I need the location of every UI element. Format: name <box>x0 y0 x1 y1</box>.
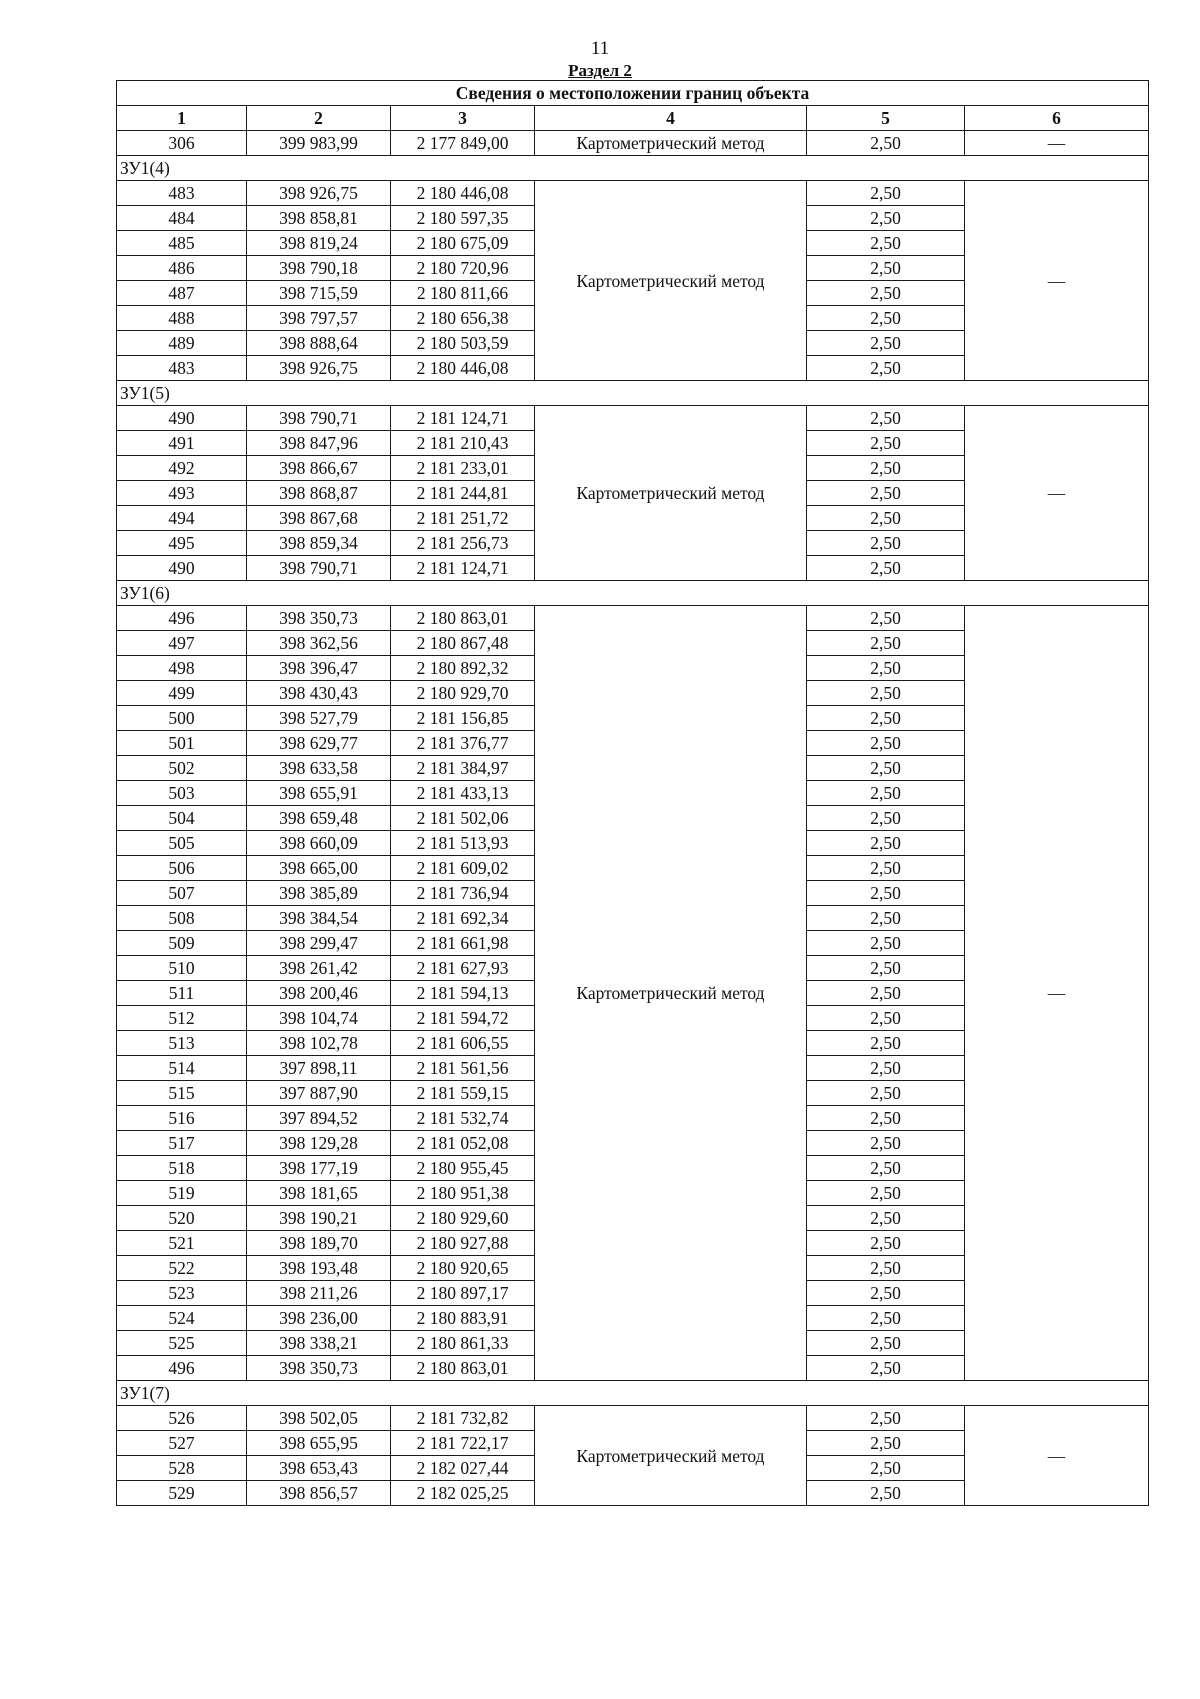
x-coordinate-cell: 398 653,43 <box>247 1456 391 1481</box>
x-coordinate-cell: 398 527,79 <box>247 706 391 731</box>
y-coordinate-cell: 2 180 656,38 <box>391 306 535 331</box>
accuracy-cell: 2,50 <box>807 1181 965 1206</box>
x-coordinate-cell: 398 350,73 <box>247 606 391 631</box>
x-coordinate-cell: 398 193,48 <box>247 1256 391 1281</box>
section-title: Раздел 2 <box>568 61 632 80</box>
y-coordinate-cell: 2 181 732,82 <box>391 1406 535 1431</box>
accuracy-cell: 2,50 <box>807 1281 965 1306</box>
x-coordinate-cell: 398 502,05 <box>247 1406 391 1431</box>
accuracy-cell: 2,50 <box>807 131 965 156</box>
x-coordinate-cell: 398 888,64 <box>247 331 391 356</box>
x-coordinate-cell: 398 299,47 <box>247 931 391 956</box>
y-coordinate-cell: 2 181 736,94 <box>391 881 535 906</box>
x-coordinate-cell: 398 856,57 <box>247 1481 391 1506</box>
point-number-cell: 513 <box>117 1031 247 1056</box>
column-header: 4 <box>535 106 807 131</box>
accuracy-cell: 2,50 <box>807 356 965 381</box>
x-coordinate-cell: 398 633,58 <box>247 756 391 781</box>
accuracy-cell: 2,50 <box>807 981 965 1006</box>
point-number-cell: 520 <box>117 1206 247 1231</box>
point-number-cell: 489 <box>117 331 247 356</box>
y-coordinate-cell: 2 180 897,17 <box>391 1281 535 1306</box>
y-coordinate-cell: 2 180 446,08 <box>391 356 535 381</box>
accuracy-cell: 2,50 <box>807 831 965 856</box>
accuracy-cell: 2,50 <box>807 931 965 956</box>
x-coordinate-cell: 398 790,71 <box>247 406 391 431</box>
accuracy-cell: 2,50 <box>807 181 965 206</box>
x-coordinate-cell: 398 129,28 <box>247 1131 391 1156</box>
point-number-cell: 505 <box>117 831 247 856</box>
description-cell: — <box>965 131 1149 156</box>
x-coordinate-cell: 397 894,52 <box>247 1106 391 1131</box>
y-coordinate-cell: 2 181 661,98 <box>391 931 535 956</box>
y-coordinate-cell: 2 180 929,60 <box>391 1206 535 1231</box>
accuracy-cell: 2,50 <box>807 881 965 906</box>
accuracy-cell: 2,50 <box>807 1006 965 1031</box>
point-number-cell: 483 <box>117 356 247 381</box>
x-coordinate-cell: 398 350,73 <box>247 1356 391 1381</box>
point-number-cell: 500 <box>117 706 247 731</box>
y-coordinate-cell: 2 180 951,38 <box>391 1181 535 1206</box>
point-number-cell: 510 <box>117 956 247 981</box>
x-coordinate-cell: 398 926,75 <box>247 356 391 381</box>
table-row <box>117 606 1149 631</box>
table-row <box>117 181 1149 206</box>
group-row <box>117 581 1149 606</box>
point-number-cell: 516 <box>117 1106 247 1131</box>
point-number-cell: 497 <box>117 631 247 656</box>
accuracy-cell: 2,50 <box>807 956 965 981</box>
point-number-cell: 306 <box>117 131 247 156</box>
y-coordinate-cell: 2 181 692,34 <box>391 906 535 931</box>
x-coordinate-cell: 398 715,59 <box>247 281 391 306</box>
accuracy-cell: 2,50 <box>807 331 965 356</box>
group-row <box>117 156 1149 181</box>
x-coordinate-cell: 398 655,91 <box>247 781 391 806</box>
point-number-cell: 496 <box>117 606 247 631</box>
point-number-cell: 519 <box>117 1181 247 1206</box>
accuracy-cell: 2,50 <box>807 781 965 806</box>
y-coordinate-cell: 2 181 513,93 <box>391 831 535 856</box>
table-body <box>117 131 1149 1506</box>
y-coordinate-cell: 2 181 124,71 <box>391 556 535 581</box>
x-coordinate-cell: 398 790,71 <box>247 556 391 581</box>
point-number-cell: 501 <box>117 731 247 756</box>
accuracy-cell: 2,50 <box>807 431 965 456</box>
x-coordinate-cell: 398 177,19 <box>247 1156 391 1181</box>
group-label: ЗУ1(5) <box>117 381 1149 406</box>
y-coordinate-cell: 2 181 233,01 <box>391 456 535 481</box>
accuracy-cell: 2,50 <box>807 231 965 256</box>
x-coordinate-cell: 398 819,24 <box>247 231 391 256</box>
accuracy-cell: 2,50 <box>807 1156 965 1181</box>
accuracy-cell: 2,50 <box>807 1231 965 1256</box>
point-number-cell: 508 <box>117 906 247 931</box>
y-coordinate-cell: 2 180 720,96 <box>391 256 535 281</box>
point-number-cell: 502 <box>117 756 247 781</box>
point-number-cell: 517 <box>117 1131 247 1156</box>
y-coordinate-cell: 2 181 156,85 <box>391 706 535 731</box>
accuracy-cell: 2,50 <box>807 606 965 631</box>
accuracy-cell: 2,50 <box>807 681 965 706</box>
accuracy-cell: 2,50 <box>807 1106 965 1131</box>
accuracy-cell: 2,50 <box>807 1306 965 1331</box>
method-cell: Картометрический метод <box>535 1406 807 1506</box>
x-coordinate-cell: 398 102,78 <box>247 1031 391 1056</box>
point-number-cell: 490 <box>117 556 247 581</box>
x-coordinate-cell: 398 629,77 <box>247 731 391 756</box>
point-number-cell: 495 <box>117 531 247 556</box>
point-number-cell: 526 <box>117 1406 247 1431</box>
point-number-cell: 506 <box>117 856 247 881</box>
y-coordinate-cell: 2 180 867,48 <box>391 631 535 656</box>
table-row <box>117 131 1149 156</box>
y-coordinate-cell: 2 182 025,25 <box>391 1481 535 1506</box>
x-coordinate-cell: 398 181,65 <box>247 1181 391 1206</box>
x-coordinate-cell: 398 926,75 <box>247 181 391 206</box>
y-coordinate-cell: 2 181 052,08 <box>391 1131 535 1156</box>
point-number-cell: 499 <box>117 681 247 706</box>
y-coordinate-cell: 2 181 594,72 <box>391 1006 535 1031</box>
column-header: 5 <box>807 106 965 131</box>
y-coordinate-cell: 2 181 559,15 <box>391 1081 535 1106</box>
point-number-cell: 521 <box>117 1231 247 1256</box>
description-cell: — <box>965 606 1149 1381</box>
point-number-cell: 488 <box>117 306 247 331</box>
point-number-cell: 524 <box>117 1306 247 1331</box>
y-coordinate-cell: 2 177 849,00 <box>391 131 535 156</box>
x-coordinate-cell: 398 362,56 <box>247 631 391 656</box>
point-number-cell: 498 <box>117 656 247 681</box>
x-coordinate-cell: 398 847,96 <box>247 431 391 456</box>
point-number-cell: 528 <box>117 1456 247 1481</box>
x-coordinate-cell: 398 660,09 <box>247 831 391 856</box>
x-coordinate-cell: 398 790,18 <box>247 256 391 281</box>
column-header: 3 <box>391 106 535 131</box>
accuracy-cell: 2,50 <box>807 731 965 756</box>
description-cell: — <box>965 181 1149 381</box>
accuracy-cell: 2,50 <box>807 1356 965 1381</box>
method-cell: Картометрический метод <box>535 181 807 381</box>
y-coordinate-cell: 2 180 920,65 <box>391 1256 535 1281</box>
accuracy-cell: 2,50 <box>807 281 965 306</box>
x-coordinate-cell: 398 659,48 <box>247 806 391 831</box>
table-caption: Сведения о местоположении границ объекта <box>117 81 1149 106</box>
page-number: 11 <box>590 38 610 59</box>
x-coordinate-cell: 398 211,26 <box>247 1281 391 1306</box>
boundary-coordinates-table <box>116 80 1149 1506</box>
point-number-cell: 512 <box>117 1006 247 1031</box>
accuracy-cell: 2,50 <box>807 706 965 731</box>
point-number-cell: 503 <box>117 781 247 806</box>
y-coordinate-cell: 2 181 124,71 <box>391 406 535 431</box>
point-number-cell: 491 <box>117 431 247 456</box>
y-coordinate-cell: 2 181 594,13 <box>391 981 535 1006</box>
y-coordinate-cell: 2 181 210,43 <box>391 431 535 456</box>
accuracy-cell: 2,50 <box>807 1056 965 1081</box>
x-coordinate-cell: 398 797,57 <box>247 306 391 331</box>
y-coordinate-cell: 2 181 722,17 <box>391 1431 535 1456</box>
accuracy-cell: 2,50 <box>807 1481 965 1506</box>
x-coordinate-cell: 397 898,11 <box>247 1056 391 1081</box>
point-number-cell: 511 <box>117 981 247 1006</box>
accuracy-cell: 2,50 <box>807 506 965 531</box>
group-row <box>117 1381 1149 1406</box>
point-number-cell: 514 <box>117 1056 247 1081</box>
point-number-cell: 490 <box>117 406 247 431</box>
point-number-cell: 492 <box>117 456 247 481</box>
point-number-cell: 527 <box>117 1431 247 1456</box>
point-number-cell: 525 <box>117 1331 247 1356</box>
y-coordinate-cell: 2 181 609,02 <box>391 856 535 881</box>
point-number-cell: 496 <box>117 1356 247 1381</box>
y-coordinate-cell: 2 181 627,93 <box>391 956 535 981</box>
method-cell: Картометрический метод <box>535 406 807 581</box>
accuracy-cell: 2,50 <box>807 631 965 656</box>
accuracy-cell: 2,50 <box>807 806 965 831</box>
x-coordinate-cell: 398 104,74 <box>247 1006 391 1031</box>
y-coordinate-cell: 2 180 597,35 <box>391 206 535 231</box>
y-coordinate-cell: 2 180 883,91 <box>391 1306 535 1331</box>
y-coordinate-cell: 2 181 561,56 <box>391 1056 535 1081</box>
accuracy-cell: 2,50 <box>807 1456 965 1481</box>
x-coordinate-cell: 398 866,67 <box>247 456 391 481</box>
x-coordinate-cell: 398 385,89 <box>247 881 391 906</box>
y-coordinate-cell: 2 181 433,13 <box>391 781 535 806</box>
y-coordinate-cell: 2 181 244,81 <box>391 481 535 506</box>
y-coordinate-cell: 2 180 861,33 <box>391 1331 535 1356</box>
point-number-cell: 493 <box>117 481 247 506</box>
x-coordinate-cell: 398 190,21 <box>247 1206 391 1231</box>
y-coordinate-cell: 2 181 256,73 <box>391 531 535 556</box>
x-coordinate-cell: 398 430,43 <box>247 681 391 706</box>
group-row <box>117 381 1149 406</box>
y-coordinate-cell: 2 182 027,44 <box>391 1456 535 1481</box>
accuracy-cell: 2,50 <box>807 206 965 231</box>
accuracy-cell: 2,50 <box>807 906 965 931</box>
accuracy-cell: 2,50 <box>807 856 965 881</box>
y-coordinate-cell: 2 181 502,06 <box>391 806 535 831</box>
y-coordinate-cell: 2 181 376,77 <box>391 731 535 756</box>
y-coordinate-cell: 2 180 675,09 <box>391 231 535 256</box>
x-coordinate-cell: 398 655,95 <box>247 1431 391 1456</box>
method-cell: Картометрический метод <box>535 131 807 156</box>
accuracy-cell: 2,50 <box>807 306 965 331</box>
point-number-cell: 529 <box>117 1481 247 1506</box>
table-head <box>117 81 1149 131</box>
group-label: ЗУ1(4) <box>117 156 1149 181</box>
accuracy-cell: 2,50 <box>807 656 965 681</box>
y-coordinate-cell: 2 181 532,74 <box>391 1106 535 1131</box>
point-number-cell: 509 <box>117 931 247 956</box>
accuracy-cell: 2,50 <box>807 406 965 431</box>
point-number-cell: 523 <box>117 1281 247 1306</box>
x-coordinate-cell: 398 868,87 <box>247 481 391 506</box>
group-label: ЗУ1(7) <box>117 1381 1149 1406</box>
accuracy-cell: 2,50 <box>807 481 965 506</box>
accuracy-cell: 2,50 <box>807 1081 965 1106</box>
y-coordinate-cell: 2 180 863,01 <box>391 1356 535 1381</box>
caption-row <box>117 81 1149 106</box>
point-number-cell: 486 <box>117 256 247 281</box>
accuracy-cell: 2,50 <box>807 256 965 281</box>
accuracy-cell: 2,50 <box>807 1131 965 1156</box>
y-coordinate-cell: 2 180 863,01 <box>391 606 535 631</box>
x-coordinate-cell: 397 887,90 <box>247 1081 391 1106</box>
x-coordinate-cell: 398 867,68 <box>247 506 391 531</box>
accuracy-cell: 2,50 <box>807 756 965 781</box>
x-coordinate-cell: 398 396,47 <box>247 656 391 681</box>
accuracy-cell: 2,50 <box>807 1031 965 1056</box>
point-number-cell: 487 <box>117 281 247 306</box>
y-coordinate-cell: 2 180 503,59 <box>391 331 535 356</box>
x-coordinate-cell: 398 189,70 <box>247 1231 391 1256</box>
y-coordinate-cell: 2 180 927,88 <box>391 1231 535 1256</box>
description-cell: — <box>965 406 1149 581</box>
table-row <box>117 406 1149 431</box>
y-coordinate-cell: 2 181 384,97 <box>391 756 535 781</box>
x-coordinate-cell: 398 338,21 <box>247 1331 391 1356</box>
accuracy-cell: 2,50 <box>807 531 965 556</box>
column-header: 2 <box>247 106 391 131</box>
y-coordinate-cell: 2 180 811,66 <box>391 281 535 306</box>
y-coordinate-cell: 2 180 892,32 <box>391 656 535 681</box>
x-coordinate-cell: 398 665,00 <box>247 856 391 881</box>
point-number-cell: 484 <box>117 206 247 231</box>
y-coordinate-cell: 2 180 446,08 <box>391 181 535 206</box>
accuracy-cell: 2,50 <box>807 1331 965 1356</box>
x-coordinate-cell: 398 200,46 <box>247 981 391 1006</box>
header-row <box>117 106 1149 131</box>
y-coordinate-cell: 2 181 606,55 <box>391 1031 535 1056</box>
column-header: 1 <box>117 106 247 131</box>
group-label: ЗУ1(6) <box>117 581 1149 606</box>
y-coordinate-cell: 2 180 955,45 <box>391 1156 535 1181</box>
description-cell: — <box>965 1406 1149 1506</box>
x-coordinate-cell: 398 261,42 <box>247 956 391 981</box>
x-coordinate-cell: 399 983,99 <box>247 131 391 156</box>
point-number-cell: 485 <box>117 231 247 256</box>
accuracy-cell: 2,50 <box>807 1406 965 1431</box>
point-number-cell: 494 <box>117 506 247 531</box>
method-cell: Картометрический метод <box>535 606 807 1381</box>
point-number-cell: 507 <box>117 881 247 906</box>
accuracy-cell: 2,50 <box>807 1431 965 1456</box>
point-number-cell: 518 <box>117 1156 247 1181</box>
x-coordinate-cell: 398 384,54 <box>247 906 391 931</box>
x-coordinate-cell: 398 858,81 <box>247 206 391 231</box>
accuracy-cell: 2,50 <box>807 1256 965 1281</box>
point-number-cell: 483 <box>117 181 247 206</box>
column-header: 6 <box>965 106 1149 131</box>
point-number-cell: 522 <box>117 1256 247 1281</box>
point-number-cell: 515 <box>117 1081 247 1106</box>
accuracy-cell: 2,50 <box>807 1206 965 1231</box>
y-coordinate-cell: 2 181 251,72 <box>391 506 535 531</box>
table-row <box>117 1406 1149 1431</box>
accuracy-cell: 2,50 <box>807 556 965 581</box>
x-coordinate-cell: 398 859,34 <box>247 531 391 556</box>
accuracy-cell: 2,50 <box>807 456 965 481</box>
point-number-cell: 504 <box>117 806 247 831</box>
x-coordinate-cell: 398 236,00 <box>247 1306 391 1331</box>
y-coordinate-cell: 2 180 929,70 <box>391 681 535 706</box>
